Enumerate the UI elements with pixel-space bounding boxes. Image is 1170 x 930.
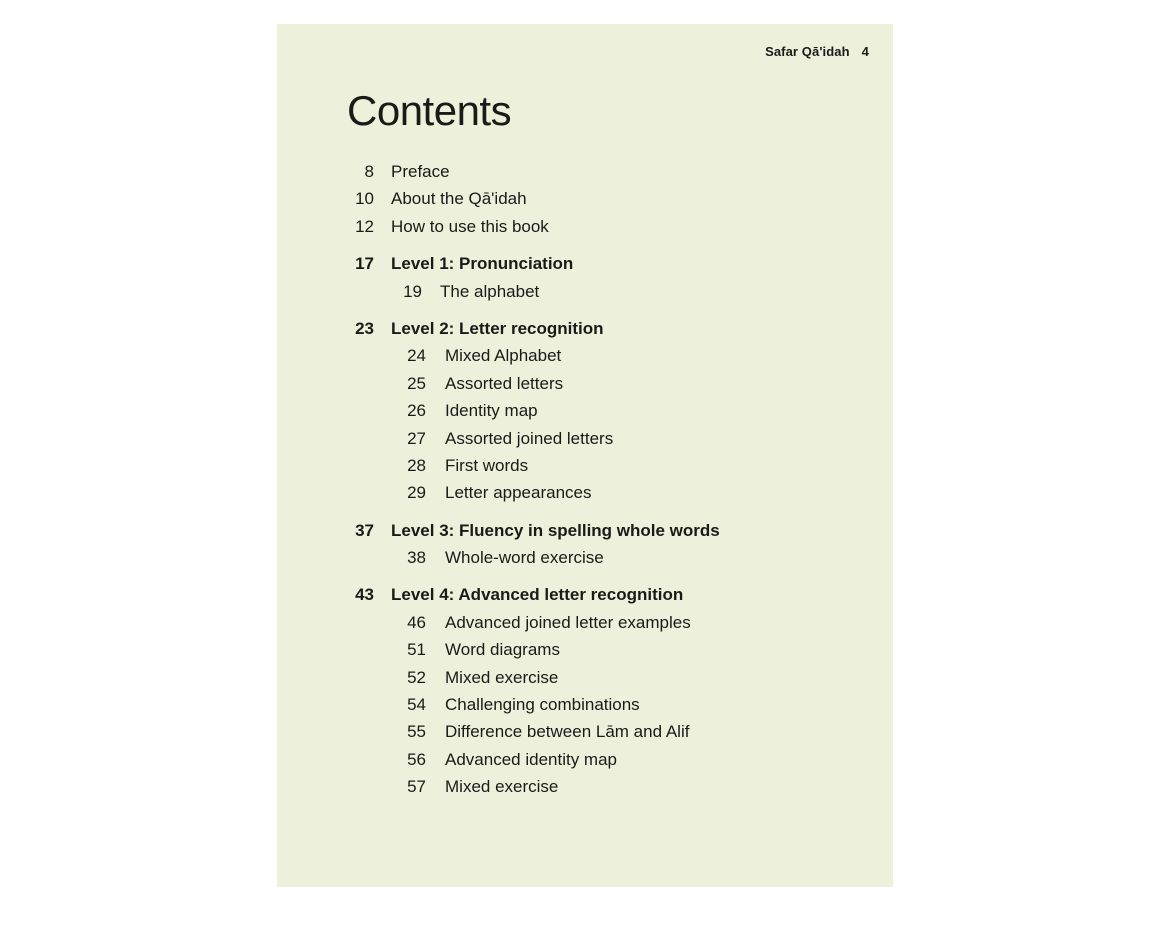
toc-entry-title: How to use this book [391,216,549,236]
toc-section [347,668,867,695]
toc-section-title: First words [445,455,529,475]
toc-page-number: 8 [364,162,374,181]
toc-section [347,640,867,667]
toc-page-number: 10 [355,189,374,209]
page-number: 4 [861,44,869,59]
document-page [277,24,893,887]
toc-page-number: 55 [407,722,426,742]
toc-section [347,346,867,373]
toc-page-number: 52 [407,667,426,687]
toc-page-number: 28 [407,455,426,475]
toc-entry-preface [347,162,867,189]
toc-section-title: Challenging combinations [445,695,640,715]
toc-page-number: 43 [355,585,374,605]
table-of-contents [347,162,867,805]
toc-section [347,374,867,401]
toc-section [347,750,867,777]
toc-section-title: Advanced joined letter examples [445,612,691,632]
toc-section-title: Mixed exercise [445,667,559,687]
toc-entry-title: Preface [391,162,450,181]
toc-entry-how-to-use [347,217,867,244]
contents-heading: Contents [347,87,512,134]
toc-section [347,429,867,456]
toc-page-number: 51 [407,640,426,660]
toc-section [347,456,867,483]
toc-section-title: Whole-word exercise [445,548,604,568]
toc-page-number: 17 [355,254,374,274]
toc-page-number: 56 [407,749,426,769]
toc-level-2 [347,319,867,346]
toc-section [347,548,867,575]
toc-section [347,613,867,640]
toc-section-title: Advanced identity map [445,749,617,769]
toc-level-4 [347,585,867,612]
toc-page-number: 12 [355,216,374,236]
toc-entry-about [347,189,867,216]
toc-level-title: Level 3: Fluency in spelling whole words [391,520,720,540]
toc-page-number: 25 [407,373,426,393]
toc-section-title: Identity map [445,401,538,421]
toc-section [347,722,867,749]
toc-section-title: Mixed Alphabet [445,346,562,366]
book-title: Safar Qā'idah [765,44,850,59]
toc-section-title: Word diagrams [445,640,560,660]
toc-section-title: Assorted letters [445,373,564,393]
toc-section [347,777,867,804]
toc-page-number: 19 [403,281,422,301]
toc-page-number: 38 [407,548,426,568]
toc-section-title: Difference between Lām and Alif [445,722,690,742]
toc-level-title: Level 2: Letter recognition [391,318,604,338]
toc-page-number: 27 [407,428,426,448]
toc-section-title: Mixed exercise [445,777,559,797]
toc-section-title: Assorted joined letters [445,428,614,448]
toc-page-number: 24 [407,346,426,366]
toc-page-number: 26 [407,401,426,421]
toc-level-title: Level 4: Advanced letter recognition [391,585,684,605]
toc-page-number: 57 [407,777,426,797]
toc-page-number: 29 [407,483,426,503]
toc-entry-title: About the Qā'idah [391,189,527,209]
toc-section-title: The alphabet [440,281,540,301]
toc-page-number: 54 [407,695,426,715]
toc-section [347,401,867,428]
toc-level-title: Level 1: Pronunciation [391,254,574,274]
toc-page-number: 23 [355,318,374,338]
toc-level-3 [347,521,867,548]
running-header [765,44,869,59]
toc-section [347,483,867,510]
toc-page-number: 46 [407,612,426,632]
toc-section [347,695,867,722]
toc-section-title: Letter appearances [445,483,592,503]
toc-page-number: 37 [355,520,374,540]
toc-level-1 [347,254,867,281]
toc-section [347,282,867,309]
